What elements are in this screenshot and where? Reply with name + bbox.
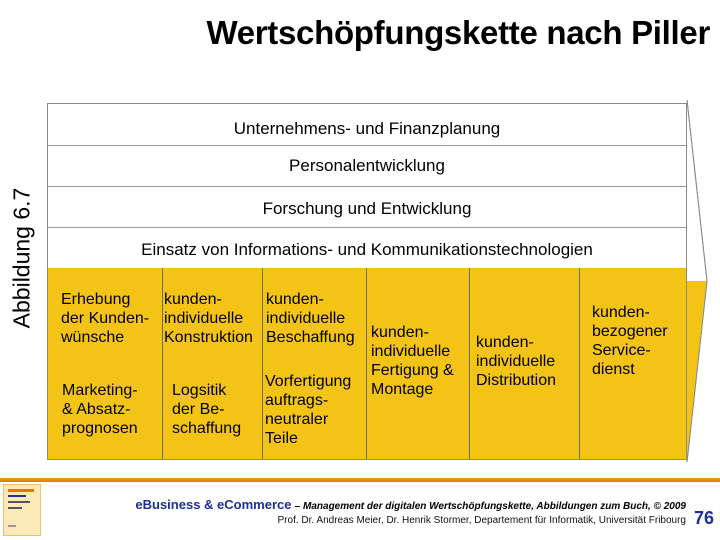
- activity-marketing: [62, 381, 138, 438]
- value-chain-arrow-tip: [686, 100, 708, 462]
- footer-divider: [0, 478, 720, 482]
- activity-line: prognosen: [62, 420, 138, 437]
- activity-line: Erhebung: [61, 291, 131, 308]
- activity-line: Montage: [371, 381, 434, 398]
- slide-title: Wertschöpfungskette nach Piller: [206, 14, 710, 51]
- footer-brand: eBusiness & eCommerce: [135, 497, 292, 512]
- activity-line: Distribution: [476, 372, 557, 389]
- activity-line: kunden-: [371, 324, 429, 341]
- activity-line: Logsitik: [172, 382, 227, 399]
- activity-line: Fertigung &: [371, 362, 454, 379]
- column-divider: [469, 268, 470, 459]
- activity-line: kunden-: [266, 291, 324, 308]
- activity-line: & Absatz-: [62, 401, 131, 418]
- activity-line: Service-: [592, 342, 651, 359]
- band-personalentwicklung-label: Personalentwicklung: [289, 156, 445, 175]
- band-forschung-label: Forschung und Entwicklung: [262, 199, 472, 218]
- activity-line: kunden-: [164, 291, 222, 308]
- activity-line: kunden-: [592, 304, 650, 321]
- figure-label: [6, 150, 38, 365]
- column-divider: [579, 268, 580, 459]
- band-unternehmensplanung: [48, 104, 686, 146]
- column-divider: [366, 268, 367, 459]
- activity-konstruktion: [164, 290, 253, 347]
- activity-line: schaffung: [172, 420, 242, 437]
- band-iuk-technologien-label: Einsatz von Informations- und Kommunikationstechnologien: [141, 240, 593, 259]
- footer-book-title: [66, 497, 686, 512]
- university-logo: [3, 484, 41, 536]
- footer-subtitle: – Management der digitalen Wertschöpfungskette, Abbildungen zum Buch, © 2009: [294, 501, 686, 512]
- activity-service: [592, 303, 668, 379]
- activity-line: auftrags-: [265, 392, 329, 409]
- activity-line: dienst: [592, 361, 635, 378]
- activity-distribution: [476, 333, 556, 390]
- activity-line: Teile: [265, 430, 298, 447]
- activity-line: der Be-: [172, 401, 225, 418]
- activity-fertigung: [371, 323, 454, 399]
- activity-line: der Kunden-: [61, 310, 150, 327]
- band-personalentwicklung: [48, 145, 686, 187]
- activity-line: Marketing-: [62, 382, 138, 399]
- activity-line: bezogener: [592, 323, 668, 340]
- activity-line: wünsche: [61, 329, 125, 346]
- band-unternehmensplanung-label: Unternehmens- und Finanzplanung: [233, 119, 501, 138]
- activity-line: individuelle: [371, 343, 451, 360]
- activity-beschaffung: [266, 290, 355, 347]
- activity-kundenwunsch: [61, 290, 149, 347]
- activity-line: individuelle: [164, 310, 244, 327]
- activity-line: individuelle: [476, 353, 556, 370]
- activity-line: kunden-: [476, 334, 534, 351]
- value-chain-diagram: [47, 103, 687, 460]
- activity-line: Beschaffung: [266, 329, 355, 346]
- activity-vorfertigung: [265, 372, 351, 448]
- activity-line: neutraler: [265, 411, 329, 428]
- page-number: 76: [693, 508, 715, 528]
- band-iuk-technologien: [48, 227, 686, 268]
- activity-line: individuelle: [266, 310, 346, 327]
- band-forschung: [48, 186, 686, 228]
- column-divider: [262, 268, 263, 459]
- figure-label-text: Abbildung 6.7: [8, 187, 35, 328]
- footer-authors: Prof. Dr. Andreas Meier, Dr. Henrik Stormer, Departement für Informatik, Universität Fribourg: [277, 515, 686, 526]
- activity-logistik: [172, 381, 241, 438]
- column-divider: [162, 268, 163, 459]
- activity-line: Konstruktion: [164, 329, 253, 346]
- activity-line: Vorfertigung: [265, 373, 352, 390]
